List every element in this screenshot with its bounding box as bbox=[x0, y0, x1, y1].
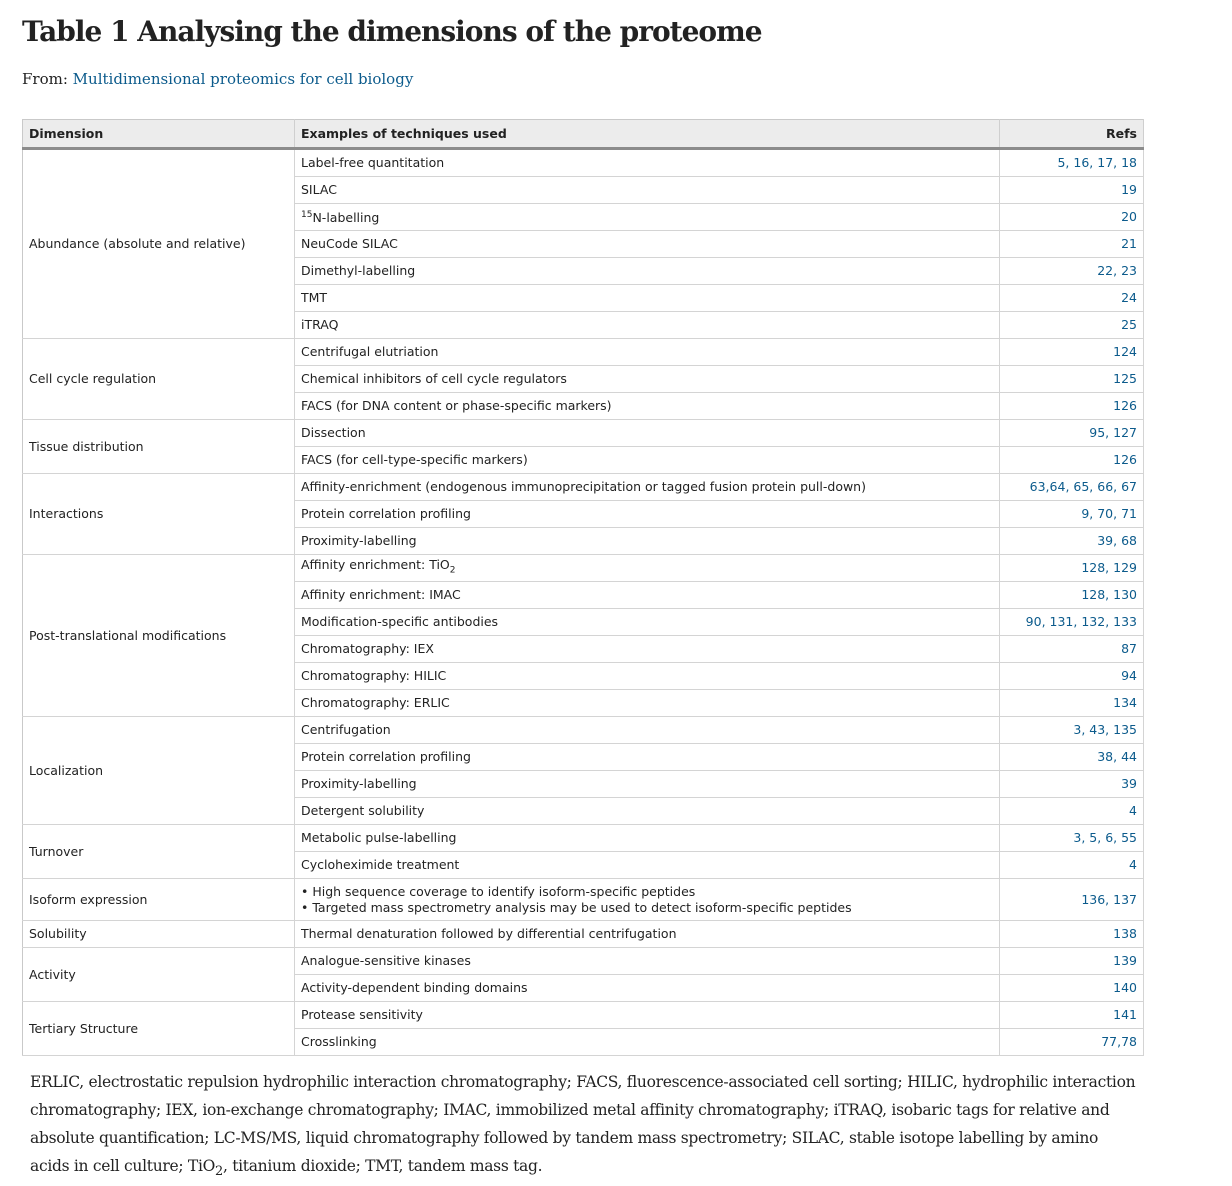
technique-text: Centrifugal elutriation bbox=[301, 344, 439, 359]
technique-cell bbox=[295, 149, 1000, 177]
table-row bbox=[23, 555, 1144, 582]
technique-text: Activity-dependent binding domains bbox=[301, 980, 528, 995]
refs-link[interactable]: 4 bbox=[1000, 798, 1144, 825]
dimension-cell: Turnover bbox=[23, 825, 295, 879]
refs-link[interactable]: 25 bbox=[1000, 312, 1144, 339]
technique-text: Modification-specific antibodies bbox=[301, 614, 499, 629]
technique-cell bbox=[295, 366, 1000, 393]
technique-cell bbox=[295, 528, 1000, 555]
source-article-link[interactable]: Multidimensional proteomics for cell biology bbox=[72, 70, 414, 88]
technique-cell bbox=[295, 339, 1000, 366]
footnote-text-end: , titanium dioxide; TMT, tandem mass tag. bbox=[222, 1157, 543, 1175]
technique-cell bbox=[295, 1029, 1000, 1056]
technique-superscript: 15 bbox=[301, 210, 313, 221]
technique-cell bbox=[295, 501, 1000, 528]
refs-link[interactable]: 124 bbox=[1000, 339, 1144, 366]
technique-text: N-labelling bbox=[312, 210, 380, 226]
technique-text: Protein correlation profiling bbox=[301, 749, 471, 764]
refs-link[interactable]: 95, 127 bbox=[1000, 420, 1144, 447]
refs-link[interactable]: 125 bbox=[1000, 366, 1144, 393]
dimension-cell: Tissue distribution bbox=[23, 420, 295, 474]
refs-link[interactable]: 3, 5, 6, 55 bbox=[1000, 825, 1144, 852]
dimension-cell: Abundance (absolute and relative) bbox=[23, 149, 295, 339]
refs-link[interactable]: 136, 137 bbox=[1000, 879, 1144, 921]
technique-text: Chemical inhibitors of cell cycle regulators bbox=[301, 371, 567, 386]
dimension-cell: Tertiary Structure bbox=[23, 1002, 295, 1056]
table-title: Table 1 Analysing the dimensions of the proteome bbox=[22, 15, 762, 48]
table-row bbox=[23, 717, 1144, 744]
technique-text: Affinity enrichment: TiO bbox=[301, 557, 450, 573]
refs-link[interactable]: 3, 43, 135 bbox=[1000, 717, 1144, 744]
technique-text: Chromatography: ERLIC bbox=[301, 695, 450, 710]
technique-cell bbox=[295, 447, 1000, 474]
technique-cell bbox=[295, 582, 1000, 609]
technique-text: FACS (for DNA content or phase-specific markers) bbox=[301, 398, 612, 413]
technique-subscript: 2 bbox=[449, 565, 456, 576]
technique-cell bbox=[295, 717, 1000, 744]
dimension-column-header: Dimension bbox=[23, 120, 295, 149]
refs-link[interactable]: 77,78 bbox=[1000, 1029, 1144, 1056]
technique-text: TMT bbox=[301, 290, 328, 305]
refs-link[interactable]: 9, 70, 71 bbox=[1000, 501, 1144, 528]
from-label: From: bbox=[22, 70, 68, 88]
technique-cell bbox=[295, 177, 1000, 204]
technique-cell bbox=[295, 975, 1000, 1002]
technique-cell bbox=[295, 636, 1000, 663]
technique-text: Analogue-sensitive kinases bbox=[301, 953, 471, 968]
refs-link[interactable]: 141 bbox=[1000, 1002, 1144, 1029]
technique-text: Protein correlation profiling bbox=[301, 506, 471, 521]
technique-cell bbox=[295, 690, 1000, 717]
table-row bbox=[23, 921, 1144, 948]
technique-cell bbox=[295, 420, 1000, 447]
technique-cell bbox=[295, 204, 1000, 231]
technique-cell bbox=[295, 609, 1000, 636]
footnote-subscript: 2 bbox=[215, 1164, 223, 1180]
table-header-row bbox=[23, 120, 1144, 149]
dimension-cell: Solubility bbox=[23, 921, 295, 948]
technique-cell bbox=[295, 285, 1000, 312]
technique-cell bbox=[295, 879, 1000, 921]
technique-text: SILAC bbox=[301, 182, 337, 197]
table-row bbox=[23, 879, 1144, 921]
refs-link[interactable]: 19 bbox=[1000, 177, 1144, 204]
refs-link[interactable]: 22, 23 bbox=[1000, 258, 1144, 285]
source-line bbox=[22, 68, 413, 90]
refs-link[interactable]: 140 bbox=[1000, 975, 1144, 1002]
dimension-cell: Interactions bbox=[23, 474, 295, 555]
technique-text: Centrifugation bbox=[301, 722, 391, 737]
technique-cell bbox=[295, 312, 1000, 339]
technique-text: Dissection bbox=[301, 425, 366, 440]
technique-text: Chromatography: IEX bbox=[301, 641, 434, 656]
refs-link[interactable]: 94 bbox=[1000, 663, 1144, 690]
technique-cell bbox=[295, 474, 1000, 501]
refs-link[interactable]: 39, 68 bbox=[1000, 528, 1144, 555]
technique-text: Label-free quantitation bbox=[301, 155, 445, 170]
refs-link[interactable]: 126 bbox=[1000, 447, 1144, 474]
technique-cell bbox=[295, 798, 1000, 825]
technique-cell bbox=[295, 825, 1000, 852]
dimension-cell: Isoform expression bbox=[23, 879, 295, 921]
technique-cell bbox=[295, 231, 1000, 258]
dimension-cell: Post-translational modifications bbox=[23, 555, 295, 717]
technique-bullet: • Targeted mass spectrometry analysis may be used to detect isoform-specific peptides bbox=[301, 899, 852, 915]
technique-text: Affinity-enrichment (endogenous immunoprecipitation or tagged fusion protein pull-down) bbox=[301, 479, 866, 494]
refs-link[interactable]: 126 bbox=[1000, 393, 1144, 420]
techniques-column-header: Examples of techniques used bbox=[295, 120, 1000, 149]
technique-text: Cycloheximide treatment bbox=[301, 857, 460, 872]
refs-link[interactable]: 90, 131, 132, 133 bbox=[1000, 609, 1144, 636]
refs-link[interactable]: 24 bbox=[1000, 285, 1144, 312]
table-row bbox=[23, 825, 1144, 852]
table-row bbox=[23, 948, 1144, 975]
refs-link[interactable]: 128, 130 bbox=[1000, 582, 1144, 609]
technique-cell bbox=[295, 771, 1000, 798]
refs-link[interactable]: 128, 129 bbox=[1000, 555, 1144, 582]
refs-link[interactable]: 5, 16, 17, 18 bbox=[1000, 149, 1144, 177]
table-row bbox=[23, 420, 1144, 447]
table-body bbox=[23, 149, 1144, 1056]
technique-text: Protease sensitivity bbox=[301, 1007, 423, 1022]
refs-column-header: Refs bbox=[1000, 120, 1144, 149]
technique-text: Metabolic pulse-labelling bbox=[301, 830, 457, 845]
refs-link[interactable]: 63,64, 65, 66, 67 bbox=[1000, 474, 1144, 501]
technique-text: Dimethyl-labelling bbox=[301, 263, 416, 278]
technique-text: Detergent solubility bbox=[301, 803, 425, 818]
dimension-cell: Localization bbox=[23, 717, 295, 825]
technique-text: iTRAQ bbox=[301, 317, 339, 332]
technique-cell bbox=[295, 258, 1000, 285]
refs-link[interactable]: 39 bbox=[1000, 771, 1144, 798]
table-footnote bbox=[30, 1068, 1140, 1186]
table-row bbox=[23, 149, 1144, 177]
technique-cell bbox=[295, 744, 1000, 771]
technique-cell bbox=[295, 393, 1000, 420]
refs-link[interactable]: 139 bbox=[1000, 948, 1144, 975]
technique-text: Crosslinking bbox=[301, 1034, 377, 1049]
technique-bullet: • High sequence coverage to identify isoform-specific peptides bbox=[301, 883, 696, 899]
table-row bbox=[23, 1002, 1144, 1029]
technique-cell bbox=[295, 555, 1000, 582]
technique-cell bbox=[295, 1002, 1000, 1029]
refs-link[interactable]: 4 bbox=[1000, 852, 1144, 879]
refs-link[interactable]: 138 bbox=[1000, 921, 1144, 948]
refs-link[interactable]: 20 bbox=[1000, 204, 1144, 231]
dimension-cell: Activity bbox=[23, 948, 295, 1002]
technique-cell bbox=[295, 948, 1000, 975]
table-row bbox=[23, 474, 1144, 501]
technique-text: Proximity-labelling bbox=[301, 776, 417, 791]
technique-cell bbox=[295, 921, 1000, 948]
technique-cell bbox=[295, 852, 1000, 879]
technique-text: Affinity enrichment: IMAC bbox=[301, 587, 461, 602]
refs-link[interactable]: 134 bbox=[1000, 690, 1144, 717]
technique-text: Proximity-labelling bbox=[301, 533, 417, 548]
technique-cell bbox=[295, 663, 1000, 690]
technique-text: FACS (for cell-type-specific markers) bbox=[301, 452, 528, 467]
proteome-dimensions-table bbox=[22, 119, 1144, 1056]
technique-text: NeuCode SILAC bbox=[301, 236, 398, 251]
technique-text: Chromatography: HILIC bbox=[301, 668, 447, 683]
refs-link[interactable]: 21 bbox=[1000, 231, 1144, 258]
footnote-text: ERLIC, electrostatic repulsion hydrophilic interaction chromatography; FACS, fluorescence-associated cell sorting; HILIC, hydrophilic interaction chromatography; IEX, ion-exchange chromatography; IMAC, immobilized metal affinity chromatography; iTRAQ, isobaric tags for relative and absolute quantification; LC-MS/MS, liquid chromatography followed by tandem mass spectrometry; SILAC, stable isotope labelling by amino acids in cell culture; TiO bbox=[30, 1073, 1136, 1175]
dimension-cell: Cell cycle regulation bbox=[23, 339, 295, 420]
refs-link[interactable]: 38, 44 bbox=[1000, 744, 1144, 771]
refs-link[interactable]: 87 bbox=[1000, 636, 1144, 663]
technique-text: Thermal denaturation followed by differential centrifugation bbox=[301, 926, 677, 941]
table-row bbox=[23, 339, 1144, 366]
